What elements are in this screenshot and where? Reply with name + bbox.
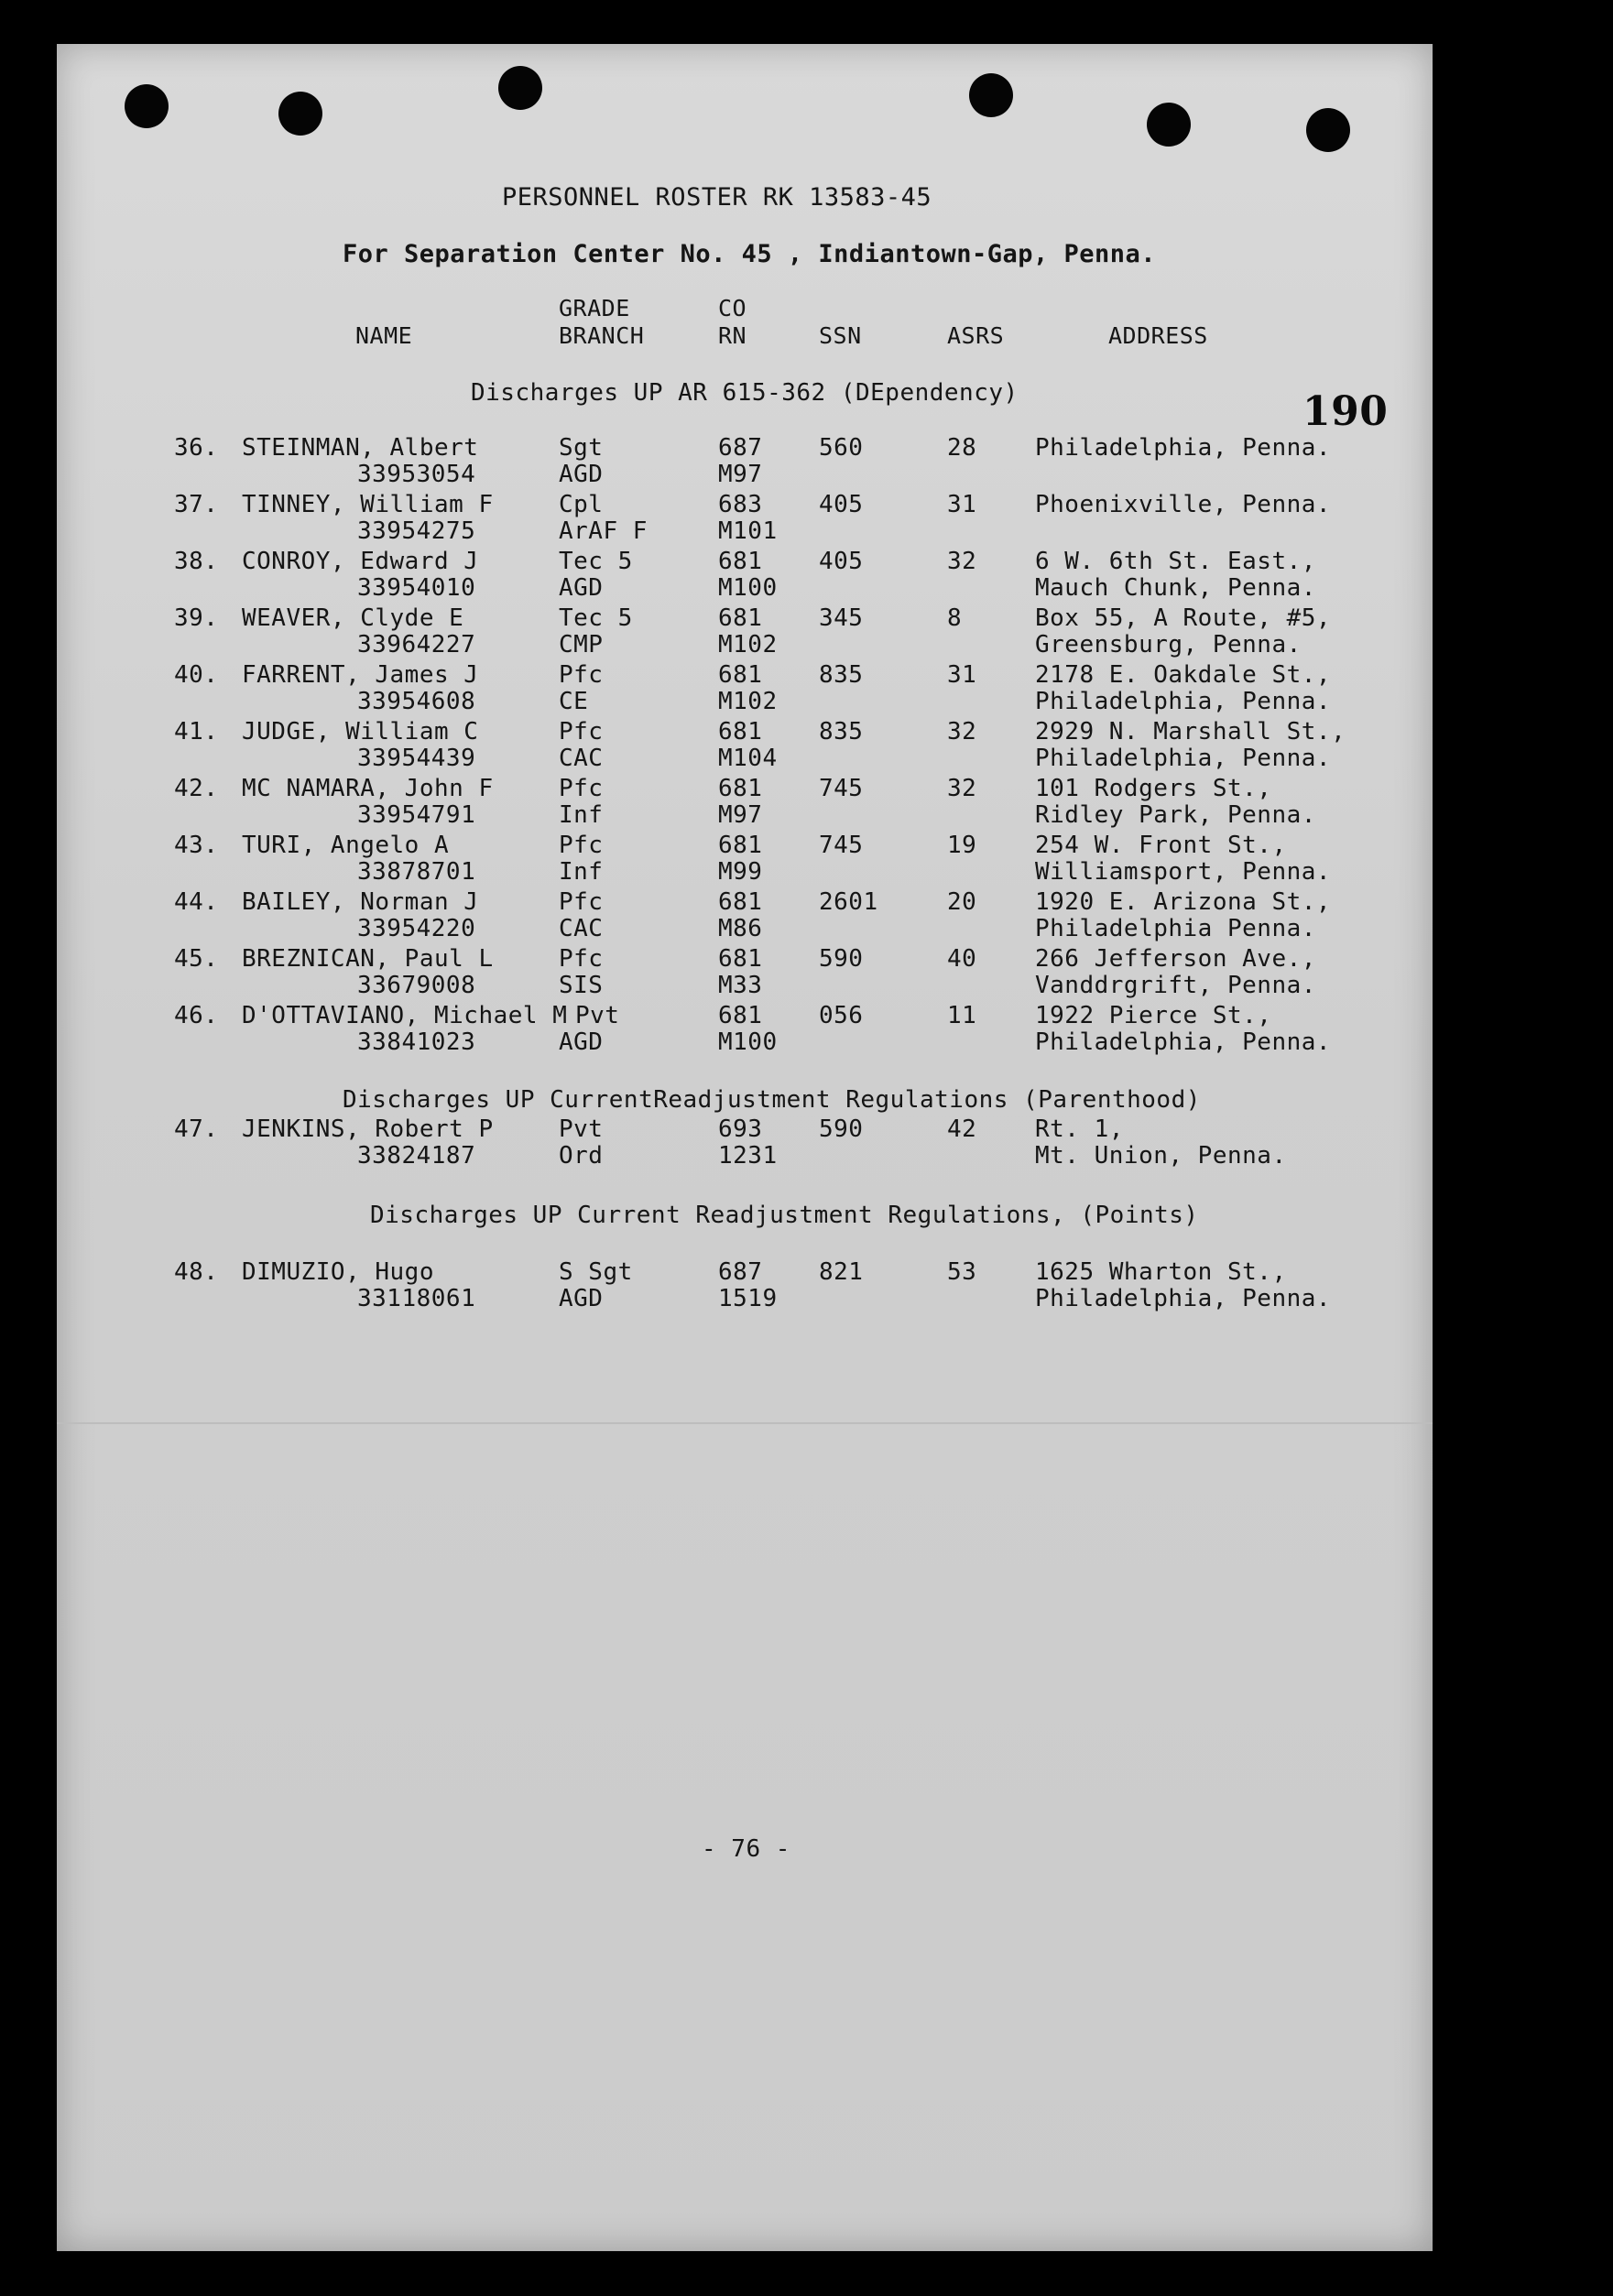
cell-name: FARRENT, James J <box>242 661 479 689</box>
cell-addr1: Box 55, A Route, #5, <box>1035 604 1332 632</box>
cell-ssn: 345 <box>819 604 864 632</box>
cell-name: JENKINS, Robert P <box>242 1115 494 1143</box>
cell-co: 681 <box>718 548 763 575</box>
section-heading-parenthood: Discharges UP CurrentReadjustment Regulations (Parenthood) <box>343 1086 1201 1114</box>
cell-num: 42. <box>174 775 219 802</box>
cell-num: 39. <box>174 604 219 632</box>
cell-ssn: 590 <box>819 1115 864 1143</box>
cell-rn: M33 <box>718 972 763 999</box>
column-header-address: ADDRESS <box>1108 322 1208 349</box>
cell-num: 38. <box>174 548 219 575</box>
cell-rn: M99 <box>718 858 763 886</box>
cell-ssn: 745 <box>819 832 864 859</box>
section-heading-dependency: Discharges UP AR 615-362 (DEpendency) <box>471 379 1019 407</box>
cell-grade: Sgt <box>559 434 604 462</box>
cell-asrs: 19 <box>947 832 977 859</box>
cell-serial: 33954275 <box>357 517 476 545</box>
cell-rn: 1231 <box>718 1142 778 1170</box>
cell-num: 43. <box>174 832 219 859</box>
cell-branch: CE <box>559 688 589 715</box>
handwritten-page-number: 190 <box>1302 388 1389 435</box>
cell-addr1: 101 Rodgers St., <box>1035 775 1272 802</box>
cell-addr1: 1922 Pierce St., <box>1035 1002 1272 1029</box>
cell-branch: SIS <box>559 972 604 999</box>
column-header-name: NAME <box>355 322 413 349</box>
cell-addr2: Philadelphia, Penna. <box>1035 688 1332 715</box>
cell-num: 48. <box>174 1258 219 1286</box>
cell-ssn: 745 <box>819 775 864 802</box>
cell-name: CONROY, Edward J <box>242 548 479 575</box>
cell-num: 46. <box>174 1002 219 1029</box>
cell-grade: Pvt <box>575 1002 620 1029</box>
cell-co: 681 <box>718 1002 763 1029</box>
cell-asrs: 42 <box>947 1115 977 1143</box>
cell-rn: M97 <box>718 801 763 829</box>
cell-branch: Inf <box>559 858 604 886</box>
cell-co: 681 <box>718 888 763 916</box>
cell-ssn: 405 <box>819 491 864 518</box>
cell-addr1: 2929 N. Marshall St., <box>1035 718 1346 745</box>
cell-rn: M100 <box>718 1028 778 1056</box>
cell-branch: AGD <box>559 1285 604 1312</box>
cell-addr1: 254 W. Front St., <box>1035 832 1287 859</box>
cell-co: 681 <box>718 718 763 745</box>
cell-grade: Cpl <box>559 491 604 518</box>
cell-ssn: 560 <box>819 434 864 462</box>
cell-branch: CMP <box>559 631 604 658</box>
cell-num: 40. <box>174 661 219 689</box>
cell-serial: 33679008 <box>357 972 476 999</box>
cell-addr2: Greensburg, Penna. <box>1035 631 1302 658</box>
cell-addr1: 266 Jefferson Ave., <box>1035 945 1316 973</box>
cell-serial: 33824187 <box>357 1142 476 1170</box>
cell-grade: Pvt <box>559 1115 604 1143</box>
cell-co: 687 <box>718 434 763 462</box>
cell-serial: 33878701 <box>357 858 476 886</box>
cell-name: JUDGE, William C <box>242 718 479 745</box>
cell-name: STEINMAN, Albert <box>242 434 479 462</box>
cell-co: 683 <box>718 491 763 518</box>
punch-hole <box>969 73 1013 117</box>
column-header-rn: RN <box>718 322 747 349</box>
cell-rn: M86 <box>718 915 763 942</box>
cell-name: TINNEY, William F <box>242 491 494 518</box>
cell-ssn: 2601 <box>819 888 878 916</box>
cell-ssn: 835 <box>819 718 864 745</box>
cell-addr1: 1920 E. Arizona St., <box>1035 888 1332 916</box>
cell-branch: Inf <box>559 801 604 829</box>
cell-ssn: 835 <box>819 661 864 689</box>
cell-grade: Pfc <box>559 661 604 689</box>
cell-co: 681 <box>718 832 763 859</box>
punch-hole <box>125 84 169 128</box>
cell-grade: Pfc <box>559 718 604 745</box>
punch-hole <box>1306 108 1350 152</box>
cell-co: 693 <box>718 1115 763 1143</box>
cell-asrs: 28 <box>947 434 977 462</box>
roster-title: PERSONNEL ROSTER RK 13583-45 <box>502 183 932 212</box>
cell-name: BREZNICAN, Paul L <box>242 945 494 973</box>
cell-asrs: 32 <box>947 548 977 575</box>
cell-asrs: 11 <box>947 1002 977 1029</box>
punch-hole <box>1147 103 1191 147</box>
cell-name: DIMUZIO, Hugo <box>242 1258 434 1286</box>
cell-branch: AGD <box>559 574 604 602</box>
cell-serial: 33118061 <box>357 1285 476 1312</box>
column-header-branch: BRANCH <box>559 322 645 349</box>
cell-asrs: 40 <box>947 945 977 973</box>
cell-branch: CAC <box>559 745 604 772</box>
cell-grade: Pfc <box>559 775 604 802</box>
cell-serial: 33841023 <box>357 1028 476 1056</box>
cell-addr1: 2178 E. Oakdale St., <box>1035 661 1332 689</box>
cell-co: 681 <box>718 661 763 689</box>
cell-asrs: 32 <box>947 775 977 802</box>
cell-serial: 33954010 <box>357 574 476 602</box>
cell-num: 44. <box>174 888 219 916</box>
cell-ssn: 056 <box>819 1002 864 1029</box>
cell-addr2: Philadelphia Penna. <box>1035 915 1316 942</box>
cell-co: 681 <box>718 604 763 632</box>
cell-name: MC NAMARA, John F <box>242 775 494 802</box>
column-header-co: CO <box>718 295 747 321</box>
cell-addr1: Rt. 1, <box>1035 1115 1124 1143</box>
cell-num: 36. <box>174 434 219 462</box>
cell-branch: AGD <box>559 461 604 488</box>
cell-asrs: 53 <box>947 1258 977 1286</box>
cell-branch: AGD <box>559 1028 604 1056</box>
cell-co: 681 <box>718 775 763 802</box>
cell-serial: 33953054 <box>357 461 476 488</box>
cell-addr2: Ridley Park, Penna. <box>1035 801 1316 829</box>
cell-grade: S Sgt <box>559 1258 633 1286</box>
cell-addr2: Williamsport, Penna. <box>1035 858 1332 886</box>
cell-addr1: Philadelphia, Penna. <box>1035 434 1332 462</box>
cell-asrs: 8 <box>947 604 963 632</box>
cell-addr2: Philadelphia, Penna. <box>1035 1028 1332 1056</box>
cell-name: BAILEY, Norman J <box>242 888 479 916</box>
cell-asrs: 31 <box>947 491 977 518</box>
cell-grade: Pfc <box>559 832 604 859</box>
punch-hole <box>278 92 322 136</box>
cell-serial: 33954608 <box>357 688 476 715</box>
cell-addr1: 1625 Wharton St., <box>1035 1258 1287 1286</box>
cell-rn: M104 <box>718 745 778 772</box>
cell-branch: Ord <box>559 1142 604 1170</box>
cell-rn: 1519 <box>718 1285 778 1312</box>
cell-ssn: 821 <box>819 1258 864 1286</box>
cell-addr2: Vanddrgrift, Penna. <box>1035 972 1316 999</box>
cell-grade: Pfc <box>559 945 604 973</box>
cell-ssn: 590 <box>819 945 864 973</box>
cell-asrs: 20 <box>947 888 977 916</box>
cell-num: 41. <box>174 718 219 745</box>
cell-branch: CAC <box>559 915 604 942</box>
cell-rn: M102 <box>718 631 778 658</box>
cell-rn: M102 <box>718 688 778 715</box>
cell-name: TURI, Angelo A <box>242 832 450 859</box>
cell-num: 47. <box>174 1115 219 1143</box>
cell-co: 687 <box>718 1258 763 1286</box>
column-header-ssn: SSN <box>819 322 862 349</box>
cell-num: 37. <box>174 491 219 518</box>
cell-rn: M101 <box>718 517 778 545</box>
cell-addr2: Philadelphia, Penna. <box>1035 745 1332 772</box>
cell-asrs: 31 <box>947 661 977 689</box>
cell-grade: Tec 5 <box>559 604 633 632</box>
roster-subtitle: For Separation Center No. 45 , Indiantown-Gap, Penna. <box>343 240 1157 268</box>
cell-addr1: 6 W. 6th St. East., <box>1035 548 1316 575</box>
cell-grade: Tec 5 <box>559 548 633 575</box>
cell-co: 681 <box>718 945 763 973</box>
cell-rn: M100 <box>718 574 778 602</box>
column-header-grade: GRADE <box>559 295 630 321</box>
cell-serial: 33954220 <box>357 915 476 942</box>
cell-asrs: 32 <box>947 718 977 745</box>
cell-name: WEAVER, Clyde E <box>242 604 464 632</box>
cell-rn: M97 <box>718 461 763 488</box>
page-number: - 76 - <box>702 1835 790 1863</box>
cell-name: D'OTTAVIANO, Michael M <box>242 1002 568 1029</box>
section-heading-points: Discharges UP Current Readjustment Regulations, (Points) <box>370 1202 1199 1229</box>
cell-num: 45. <box>174 945 219 973</box>
cell-serial: 33954439 <box>357 745 476 772</box>
cell-addr2: Mt. Union, Penna. <box>1035 1142 1287 1170</box>
punch-hole <box>498 66 542 110</box>
cell-serial: 33954791 <box>357 801 476 829</box>
column-header-asrs: ASRS <box>947 322 1005 349</box>
cell-serial: 33964227 <box>357 631 476 658</box>
paper-fold-line <box>57 1422 1433 1424</box>
cell-addr2: Mauch Chunk, Penna. <box>1035 574 1316 602</box>
cell-branch: ArAF F <box>559 517 648 545</box>
cell-grade: Pfc <box>559 888 604 916</box>
cell-addr2: Philadelphia, Penna. <box>1035 1285 1332 1312</box>
cell-ssn: 405 <box>819 548 864 575</box>
cell-addr1: Phoenixville, Penna. <box>1035 491 1332 518</box>
